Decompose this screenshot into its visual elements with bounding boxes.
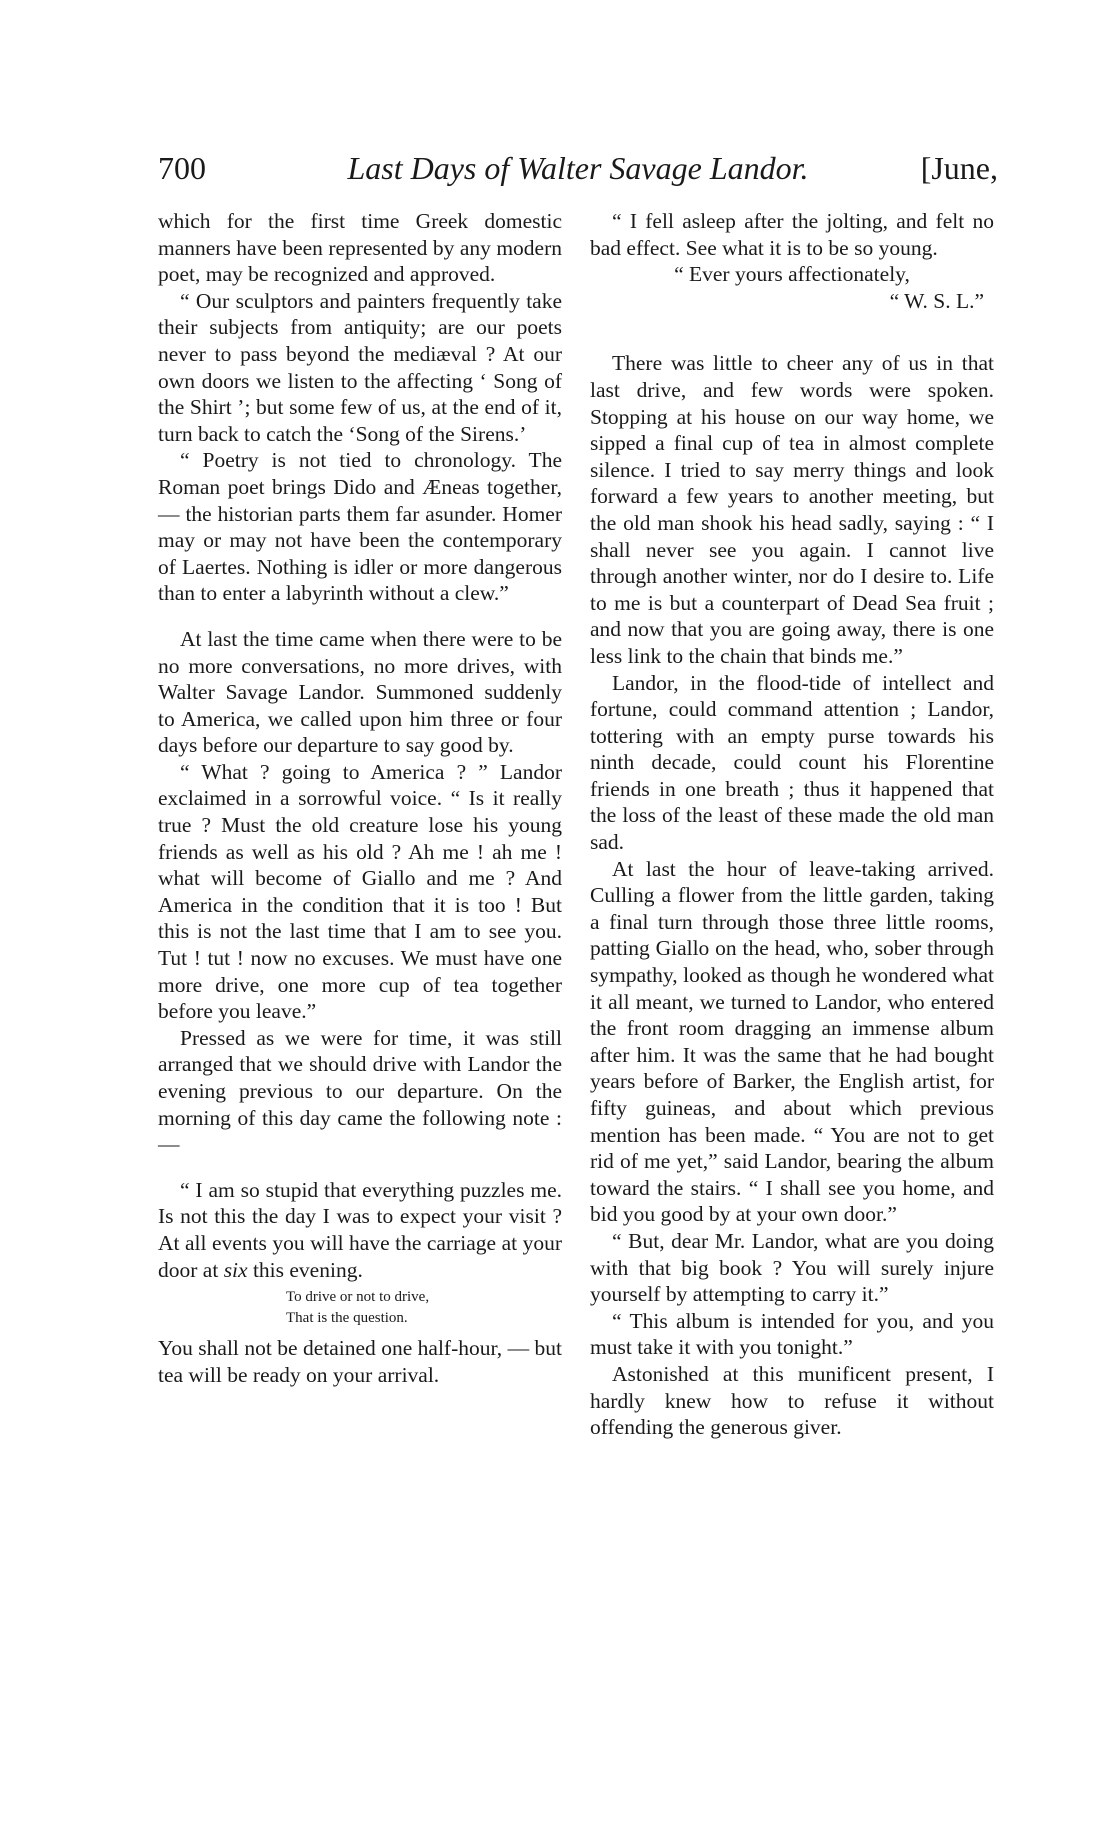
paragraph: You shall not be detained one half-hour, — but tea will be ready on your arrival. [158, 1336, 562, 1387]
letter-signature: “ W. S. L.” [889, 288, 984, 313]
verse-line: To drive or not to drive, [286, 1289, 430, 1306]
paragraph: which for the first time Greek domestic manners have been represented by any modern poet, may be recognized and approved. [158, 209, 562, 287]
page-header [158, 150, 998, 190]
note-emphasis: six [223, 1257, 248, 1282]
page-number: 700 [158, 150, 206, 186]
verse-quote [286, 1287, 562, 1329]
right-column [590, 208, 994, 1441]
verse-line: That is the question. [286, 1310, 408, 1327]
issue-month: [June, [920, 150, 998, 186]
paragraph: “ This album is intended for you, and you must take it with you tonight.” [590, 1308, 994, 1360]
paragraph: “ Poetry is not tied to chronology. The Roman poet brings Dido and Æneas together, — the historian parts them far asunder. Homer may or may not have been the contemporary of Laertes. Nothing is idler or more dangerous than to enter a labyrinth without a clew.” [158, 448, 562, 606]
paragraph: “ But, dear Mr. Landor, what are you doing with that big book ? You will surely injure yourself by attempting to carry it.” [590, 1228, 994, 1307]
quoted-note [158, 1177, 562, 1283]
paragraph: At last the time came when there were to be no more conversations, no more drives, with Walter Savage Landor. Summoned suddenly to America, we called upon him three or four days before our departure to say good by. [158, 626, 562, 758]
letter-closing: “ Ever yours affectionately, [674, 262, 910, 287]
paragraph: “ I fell asleep after the jolting, and felt no bad effect. See what it is to be so young. [590, 209, 994, 260]
paragraph: “ Our sculptors and painters frequently take their subjects from antiquity; are our poets never to pass beyond the mediæval ? At our own doors we listen to the affecting ‘ Song of the Shirt ’; but some few of us, at the end of it, turn back to catch the ‘Song of the Sirens.’ [158, 288, 562, 446]
paragraph: There was little to cheer any of us in that last drive, and few words were spoken. Stopping at his house on our way home, we sipped a final cup of tea in almost complete silence. I tried to say merry things and look forward a few years to another meeting, but the old man shook his head sadly, saying : “ I shall never see you again. I cannot live through another winter, nor do I desire to. Life to me is but a counterpart of Dead Sea fruit ; and now that you are going away, there is one less link to the chain that binds me.” [590, 351, 994, 668]
left-column [158, 208, 562, 1388]
paragraph: Astonished at this munificent present, I hardly knew how to refuse it without offending the generous giver. [590, 1361, 994, 1440]
paragraph: Pressed as we were for time, it was still arranged that we should drive with Landor the evening previous to our departure. On the morning of this day came the following note : — [158, 1025, 562, 1157]
paragraph: Landor, in the flood-tide of intellect and fortune, could command attention ; Landor, tottering with an empty purse towards his ninth decade, could count his Florentine friends in one breath ; thus it happened that the loss of the least of these made the old man sad. [590, 670, 994, 855]
paragraph: At last the hour of leave-taking arrived. Culling a flower from the little garden, taking a final turn through those three little rooms, patting Giallo on the head, who, sober through sympathy, looked as though he wondered what it all meant, we turned to Landor, who entered the front room dragging an immense album after him. It was the same that he had bought years before of Barker, the English artist, for fifty guineas, and about which previous mention has been made. “ You are not to get rid of me yet,” said Landor, bearing the album toward the stairs. “ I shall see you home, and bid you good by at your own door.” [590, 856, 994, 1227]
paragraph: “ What ? going to America ? ” Landor exclaimed in a sorrowful voice. “ Is it really true ? Must the old creature lose his young friends as well as his old ? Ah me ! ah me ! what will become of Giallo and me ? And America in the condition that it is too ! But this is not the last time that I am to see you. Tut ! tut ! now no excuses. We must have one more drive, one more cup of tea together before you leave.” [158, 759, 562, 1024]
running-title: Last Days of Walter Savage Landor. [347, 150, 809, 186]
note-text: “ I am so stupid that everything puzzles me. Is not this the day I was to expect your visit ? At all events you will have the carriage at your door at [158, 1177, 562, 1282]
note-text-end: this evening. [247, 1257, 363, 1282]
